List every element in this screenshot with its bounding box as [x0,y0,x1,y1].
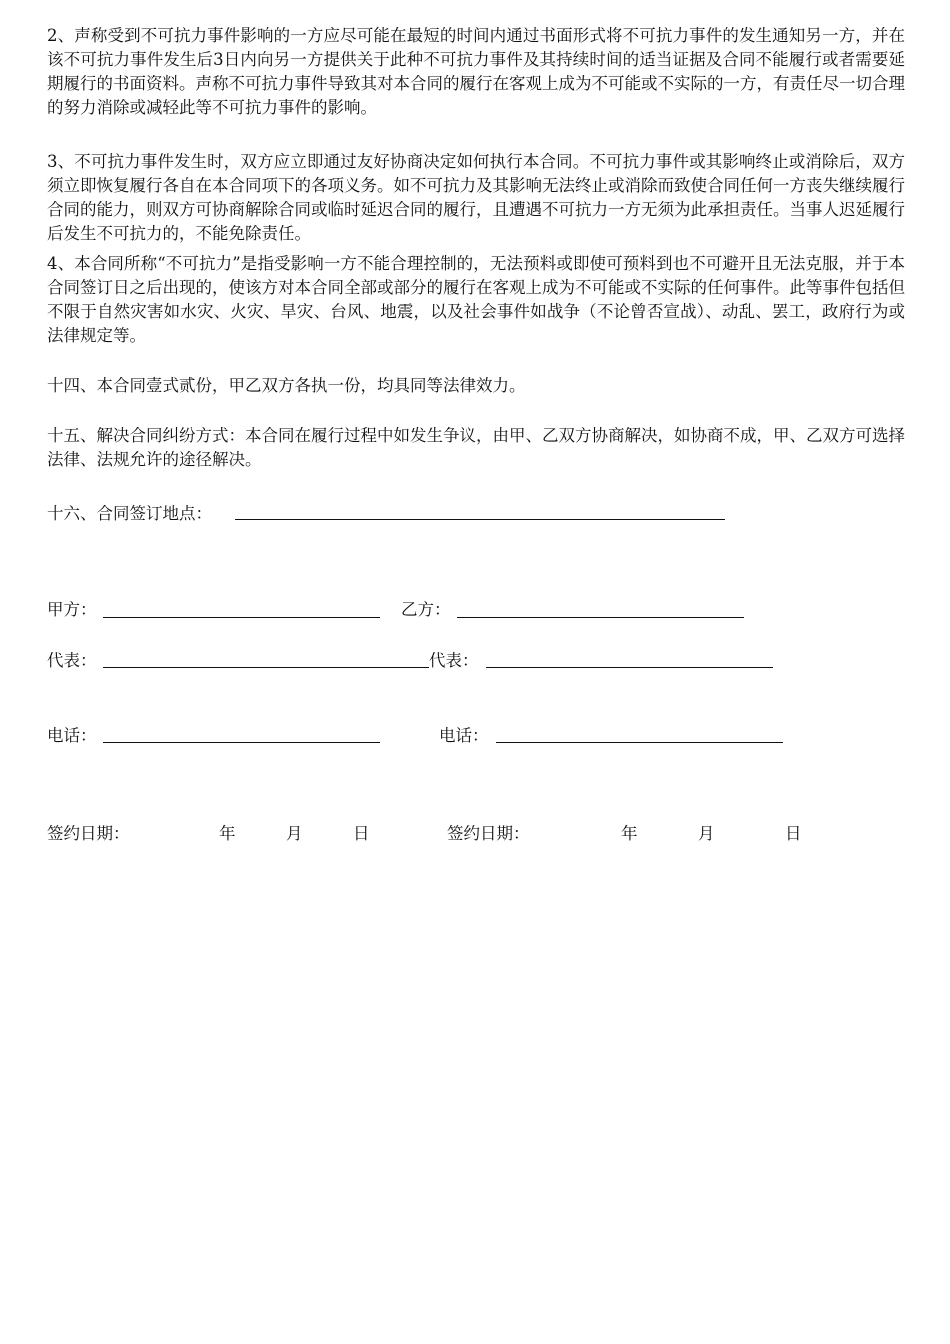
phone-a-blank [103,742,380,743]
party-a-label: 甲方： [47,600,97,619]
signing-place-label: 十六、合同签订地点： [47,504,212,523]
date-a-label: 签约日期： [47,824,130,843]
phone-b-blank [496,742,783,743]
rep-b-blank [486,667,773,668]
date-b-month: 月 [698,824,715,843]
date-a-day: 日 [353,824,370,843]
party-b-label: 乙方： [401,600,451,619]
date-b-label: 签约日期： [447,824,530,843]
date-b-year: 年 [621,824,638,843]
clause-13-4: 4、本合同所称“不可抗力”是指受影响一方不能合理控制的，无法预料或即使可预料到也不可避开且无法克服，并于本合同签订日之后出现的，使该方对本合同全部或部分的履行在客观上成为不可能或不实际的任何事件。此等事件包括但不限于自然灾害如水灾、火灾、旱灾、台风、地震，以及社会事件如战争（不论曾否宣战）、动乱、罢工，政府行为或法律规定等。 [47,254,905,345]
party-a-blank [103,617,380,618]
party-b-blank [457,617,744,618]
rep-a-blank [103,667,429,668]
clause-13-2: 2、声称受到不可抗力事件影响的一方应尽可能在最短的时间内通过书面形式将不可抗力事件的发生通知另一方，并在该不可抗力事件发生后3日内向另一方提供关于此种不可抗力事件及其持续时间的适当证据及合同不能履行或者需要延期履行的书面资料。声称不可抗力事件导致其对本合同的履行在客观上成为不可能或不实际的一方，有责任尽一切合理的努力消除或减轻此等不可抗力事件的影响。 [47,26,905,117]
phone-b-label: 电话： [439,726,489,745]
date-a-month: 月 [286,824,303,843]
rep-b-label: 代表： [429,651,479,670]
rep-a-label: 代表： [47,651,97,670]
clause-14: 十四、本合同壹式贰份，甲乙双方各执一份，均具同等法律效力。 [47,376,526,395]
signing-place-blank [235,519,725,520]
clause-15: 十五、解决合同纠纷方式：本合同在履行过程中如发生争议，由甲、乙双方协商解决，如协商不成，甲、乙双方可选择法律、法规允许的途径解决。 [47,426,905,469]
clause-13-3: 3、不可抗力事件发生时，双方应立即通过友好协商决定如何执行本合同。不可抗力事件或其影响终止或消除后，双方须立即恢复履行各自在本合同项下的各项义务。如不可抗力及其影响无法终止或消除而致使合同任何一方丧失继续履行合同的能力，则双方可协商解除合同或临时延迟合同的履行，且遭遇不可抗力一方无须为此承担责任。当事人迟延履行后发生不可抗力的，不能免除责任。 [47,152,905,243]
date-b-day: 日 [785,824,802,843]
date-a-year: 年 [219,824,236,843]
phone-a-label: 电话： [47,726,97,745]
